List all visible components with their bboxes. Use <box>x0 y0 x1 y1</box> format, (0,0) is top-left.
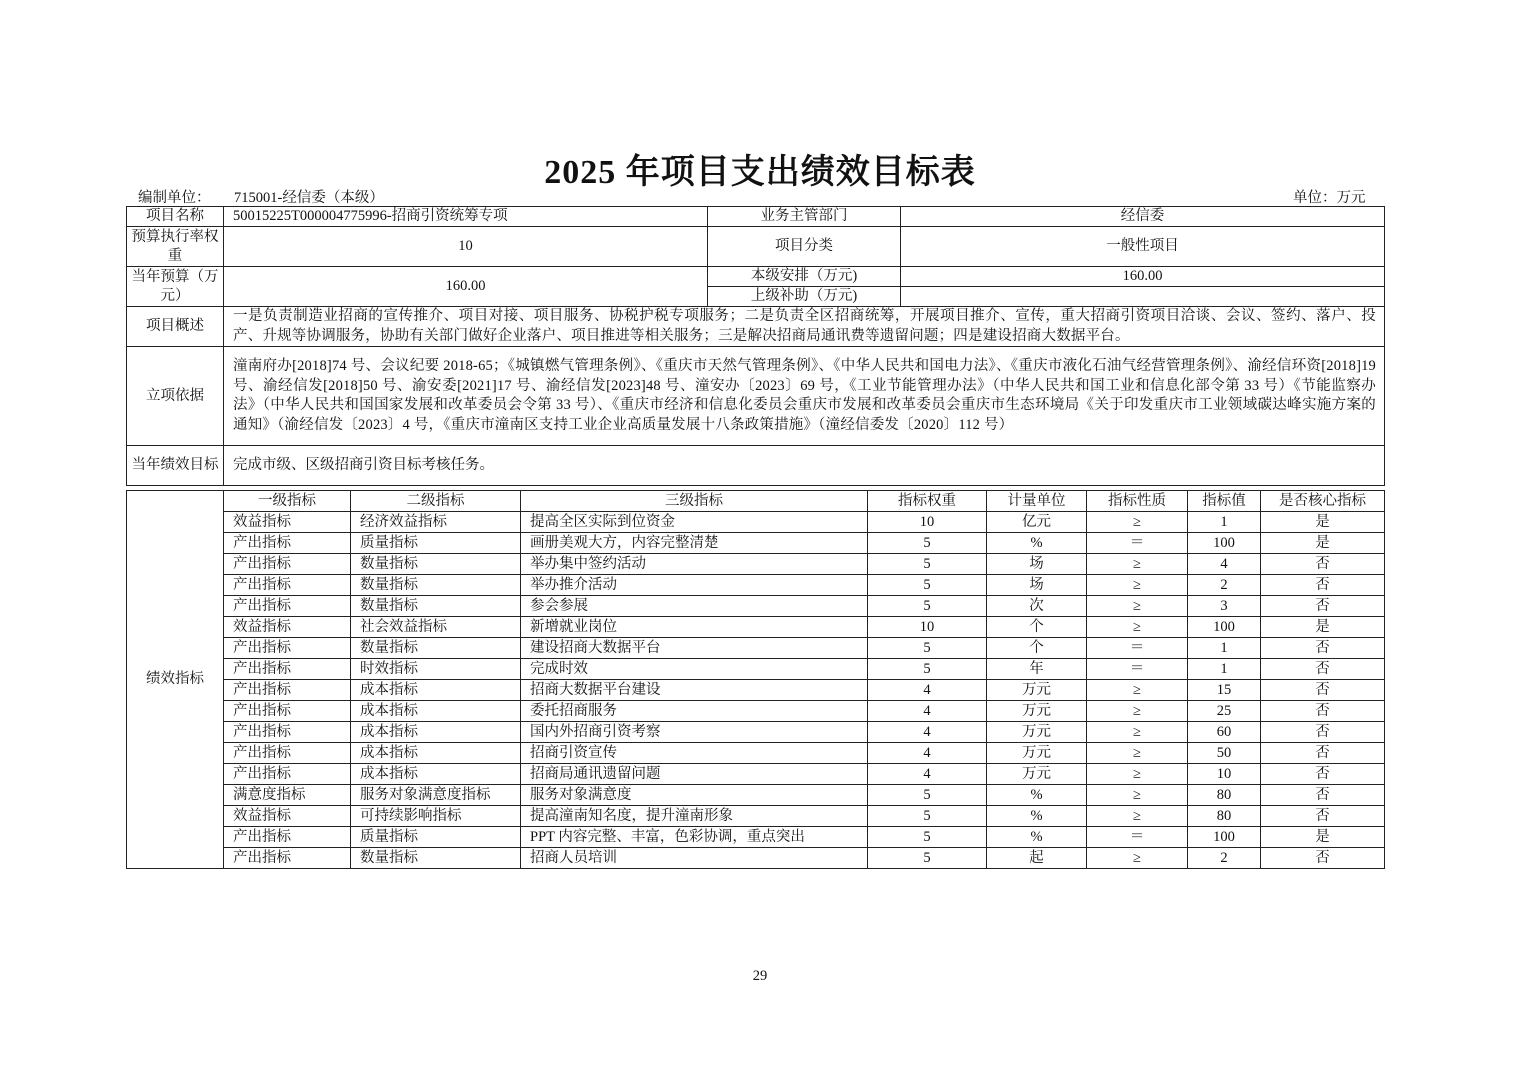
indicator-value: 1 <box>1188 659 1261 680</box>
indicator-core: 否 <box>1261 575 1385 596</box>
indicator-value: 1 <box>1188 638 1261 659</box>
weight-value: 10 <box>224 227 708 267</box>
indicator-level1: 产出指标 <box>224 533 351 554</box>
goal-label: 当年绩效目标 <box>127 446 224 486</box>
org-label: 编制单位： <box>138 190 211 206</box>
indicator-weight: 5 <box>868 554 987 575</box>
indicator-level3: 完成时效 <box>521 659 868 680</box>
goal-text: 完成市级、区级招商引资目标考核任务。 <box>224 446 1385 486</box>
indicator-level1: 效益指标 <box>224 512 351 533</box>
indicator-row <box>127 785 1385 806</box>
indicator-row <box>127 743 1385 764</box>
indicator-level3: 画册美观大方，内容完整清楚 <box>521 533 868 554</box>
org-line <box>138 186 384 207</box>
indicator-unit: 年 <box>987 659 1087 680</box>
indicator-level1: 产出指标 <box>224 827 351 848</box>
local-value: 160.00 <box>901 267 1385 287</box>
indicator-nature: ≥ <box>1087 617 1188 638</box>
indicator-nature: ≥ <box>1087 848 1188 869</box>
header-core: 是否核心指标 <box>1261 491 1385 512</box>
header-weight: 指标权重 <box>868 491 987 512</box>
indicator-unit: 万元 <box>987 764 1087 785</box>
local-label: 本级安排（万元) <box>708 267 901 287</box>
indicator-level1: 产出指标 <box>224 764 351 785</box>
indicator-level2: 可持续影响指标 <box>351 806 521 827</box>
budget-value: 160.00 <box>224 267 708 307</box>
indicator-unit: 个 <box>987 617 1087 638</box>
indicator-core: 否 <box>1261 806 1385 827</box>
indicator-core: 是 <box>1261 827 1385 848</box>
indicator-weight: 5 <box>868 659 987 680</box>
indicator-nature: ≥ <box>1087 575 1188 596</box>
indicator-unit: 万元 <box>987 722 1087 743</box>
basis-label: 立项依据 <box>127 347 224 446</box>
indicator-level1: 产出指标 <box>224 680 351 701</box>
indicator-row <box>127 659 1385 680</box>
indicator-weight: 5 <box>868 806 987 827</box>
indicator-level2: 成本指标 <box>351 680 521 701</box>
indicator-weight: 4 <box>868 743 987 764</box>
indicator-unit: 起 <box>987 848 1087 869</box>
indicator-row <box>127 575 1385 596</box>
indicator-weight: 5 <box>868 596 987 617</box>
indicator-level2: 成本指标 <box>351 722 521 743</box>
indicator-nature: ＝ <box>1087 827 1188 848</box>
indicator-level2: 数量指标 <box>351 848 521 869</box>
indicator-unit: % <box>987 806 1087 827</box>
indicator-level1: 产出指标 <box>224 722 351 743</box>
indicator-unit: % <box>987 533 1087 554</box>
indicator-nature: ≥ <box>1087 785 1188 806</box>
header-level3: 三级指标 <box>521 491 868 512</box>
indicator-core: 否 <box>1261 596 1385 617</box>
indicator-table <box>126 490 1385 869</box>
indicator-unit: 万元 <box>987 680 1087 701</box>
indicator-core: 否 <box>1261 785 1385 806</box>
indicator-weight: 10 <box>868 512 987 533</box>
indicator-level3: 委托招商服务 <box>521 701 868 722</box>
indicator-core: 否 <box>1261 743 1385 764</box>
basis-text: 潼南府办[2018]74 号、会议纪要 2018-65；《城镇燃气管理条例》、《重庆市天然气管理条例》、《中华人民共和国电力法》、《重庆市液化石油气经营管理条例》、渝经信环资[2018]19 号、渝经信发[2018]50 号、渝安委[2021]17 号、渝经信发[2023]48 号、潼安办〔2023〕69 号，《工业节能管理办法》（中华人民共和国工业和信息化部令第 33 号）《节能监察办法》（中华人民共和国国家发展和改革委员会令第 33 号）、《重庆市经济和信息化委员会重庆市发展和改革委员会重庆市生态环境局《关于印发重庆市工业领域碳达峰实施方案的通知》（渝经信发〔2023〕4 号，《重庆市潼南区支持工业企业高质量发展十八条政策措施》（潼经信委发〔2020〕112 号） <box>224 347 1385 446</box>
indicator-core: 是 <box>1261 617 1385 638</box>
indicator-value: 2 <box>1188 848 1261 869</box>
indicator-level3: 招商人员培训 <box>521 848 868 869</box>
indicator-level1: 产出指标 <box>224 596 351 617</box>
indicator-core: 否 <box>1261 848 1385 869</box>
indicator-value: 3 <box>1188 596 1261 617</box>
indicator-value: 80 <box>1188 806 1261 827</box>
indicator-unit: 万元 <box>987 743 1087 764</box>
header-value: 指标值 <box>1188 491 1261 512</box>
indicator-value: 100 <box>1188 617 1261 638</box>
indicator-row <box>127 596 1385 617</box>
indicator-nature: ≥ <box>1087 722 1188 743</box>
indicator-weight: 4 <box>868 701 987 722</box>
indicator-core: 否 <box>1261 680 1385 701</box>
indicator-core: 否 <box>1261 701 1385 722</box>
project-info-table <box>126 206 1385 486</box>
category-value: 一般性项目 <box>901 227 1385 267</box>
overview-text: 一是负责制造业招商的宣传推介、项目对接、项目服务、协税护税专项服务；二是负责全区招商统筹，开展项目推介、宣传，重大招商引资项目洽谈、会议、签约、落户、投产、升规等协调服务，协助有关部门做好企业落户、项目推进等相关服务；三是解决招商局通讯费等遗留问题；四是建设招商大数据平台。 <box>224 307 1385 347</box>
indicator-weight: 10 <box>868 617 987 638</box>
header-level2: 二级指标 <box>351 491 521 512</box>
indicator-nature: ＝ <box>1087 659 1188 680</box>
indicator-level1: 满意度指标 <box>224 785 351 806</box>
indicator-core: 否 <box>1261 659 1385 680</box>
indicator-row <box>127 533 1385 554</box>
indicator-level1: 产出指标 <box>224 659 351 680</box>
indicator-level2: 时效指标 <box>351 659 521 680</box>
indicator-level1: 产出指标 <box>224 848 351 869</box>
indicator-level1: 效益指标 <box>224 806 351 827</box>
indicator-unit: 个 <box>987 638 1087 659</box>
indicator-level3: 招商局通讯遗留问题 <box>521 764 868 785</box>
overview-label: 项目概述 <box>127 307 224 347</box>
indicator-level3: 建设招商大数据平台 <box>521 638 868 659</box>
indicator-level1: 产出指标 <box>224 638 351 659</box>
indicator-weight: 5 <box>868 533 987 554</box>
indicator-weight: 5 <box>868 638 987 659</box>
indicator-value: 100 <box>1188 827 1261 848</box>
indicator-level2: 质量指标 <box>351 533 521 554</box>
indicator-level3: PPT 内容完整、丰富，色彩协调，重点突出 <box>521 827 868 848</box>
indicator-row <box>127 554 1385 575</box>
indicator-nature: ≥ <box>1087 554 1188 575</box>
indicator-header-row <box>127 491 1385 512</box>
indicator-level2: 数量指标 <box>351 596 521 617</box>
org-value: 715001-经信委（本级） <box>234 190 384 206</box>
indicator-weight: 5 <box>868 827 987 848</box>
indicator-weight: 5 <box>868 848 987 869</box>
indicator-weight: 4 <box>868 680 987 701</box>
project-name-label: 项目名称 <box>127 207 224 227</box>
indicator-value: 25 <box>1188 701 1261 722</box>
indicator-core: 否 <box>1261 554 1385 575</box>
indicator-level2: 经济效益指标 <box>351 512 521 533</box>
indicator-level3: 提高全区实际到位资金 <box>521 512 868 533</box>
indicator-weight: 5 <box>868 575 987 596</box>
indicator-unit: 万元 <box>987 701 1087 722</box>
indicator-row <box>127 680 1385 701</box>
indicator-level3: 招商大数据平台建设 <box>521 680 868 701</box>
indicator-nature: ≥ <box>1087 806 1188 827</box>
indicator-level2: 成本指标 <box>351 701 521 722</box>
superior-value <box>901 287 1385 307</box>
dept-value: 经信委 <box>901 207 1385 227</box>
indicator-level3: 服务对象满意度 <box>521 785 868 806</box>
indicator-nature: ＝ <box>1087 533 1188 554</box>
indicator-weight: 5 <box>868 785 987 806</box>
indicator-core: 否 <box>1261 638 1385 659</box>
indicator-level1: 产出指标 <box>224 701 351 722</box>
header-level1: 一级指标 <box>224 491 351 512</box>
indicator-core: 否 <box>1261 764 1385 785</box>
indicator-level1: 产出指标 <box>224 743 351 764</box>
indicator-weight: 4 <box>868 764 987 785</box>
indicator-unit: 次 <box>987 596 1087 617</box>
indicator-nature: ≥ <box>1087 701 1188 722</box>
category-label: 项目分类 <box>708 227 901 267</box>
indicator-row <box>127 764 1385 785</box>
indicator-value: 100 <box>1188 533 1261 554</box>
indicator-unit: 亿元 <box>987 512 1087 533</box>
indicator-level2: 服务对象满意度指标 <box>351 785 521 806</box>
indicator-level2: 社会效益指标 <box>351 617 521 638</box>
indicator-row <box>127 512 1385 533</box>
header-unit: 计量单位 <box>987 491 1087 512</box>
indicator-row <box>127 638 1385 659</box>
indicator-unit: % <box>987 785 1087 806</box>
indicator-core: 是 <box>1261 512 1385 533</box>
superior-label: 上级补助（万元) <box>708 287 901 307</box>
indicator-level1: 产出指标 <box>224 575 351 596</box>
indicator-nature: ≥ <box>1087 680 1188 701</box>
indicator-level3: 举办推介活动 <box>521 575 868 596</box>
indicator-value: 10 <box>1188 764 1261 785</box>
indicator-level3: 提高潼南知名度，提升潼南形象 <box>521 806 868 827</box>
project-name: 50015225T000004775996-招商引资统筹专项 <box>224 207 708 227</box>
indicator-row <box>127 827 1385 848</box>
dept-label: 业务主管部门 <box>708 207 901 227</box>
indicator-level2: 数量指标 <box>351 575 521 596</box>
page-title: 2025 年项目支出绩效目标表 <box>544 154 976 191</box>
indicator-core: 否 <box>1261 722 1385 743</box>
indicator-level2: 质量指标 <box>351 827 521 848</box>
indicator-nature: ＝ <box>1087 638 1188 659</box>
indicator-value: 4 <box>1188 554 1261 575</box>
indicator-nature: ≥ <box>1087 743 1188 764</box>
indicator-row <box>127 701 1385 722</box>
indicator-level1: 产出指标 <box>224 554 351 575</box>
indicator-level3: 招商引资宣传 <box>521 743 868 764</box>
indicator-value: 50 <box>1188 743 1261 764</box>
indicator-unit: % <box>987 827 1087 848</box>
page-number: 29 <box>752 968 768 984</box>
indicator-level2: 成本指标 <box>351 764 521 785</box>
indicator-weight: 4 <box>868 722 987 743</box>
header-nature: 指标性质 <box>1087 491 1188 512</box>
indicators-label: 绩效指标 <box>127 491 224 869</box>
budget-label: 当年预算（万元） <box>127 267 224 307</box>
indicator-value: 60 <box>1188 722 1261 743</box>
indicator-level2: 数量指标 <box>351 554 521 575</box>
indicator-value: 1 <box>1188 512 1261 533</box>
indicator-level1: 效益指标 <box>224 617 351 638</box>
indicator-level3: 新增就业岗位 <box>521 617 868 638</box>
indicator-unit: 场 <box>987 554 1087 575</box>
unit-label: 单位：万元 <box>1293 190 1366 206</box>
indicator-core: 是 <box>1261 533 1385 554</box>
indicator-level3: 参会参展 <box>521 596 868 617</box>
indicator-row <box>127 722 1385 743</box>
indicator-level2: 成本指标 <box>351 743 521 764</box>
indicator-value: 2 <box>1188 575 1261 596</box>
weight-label: 预算执行率权重 <box>127 227 224 267</box>
indicator-row <box>127 617 1385 638</box>
indicator-value: 15 <box>1188 680 1261 701</box>
indicator-nature: ≥ <box>1087 512 1188 533</box>
indicator-nature: ≥ <box>1087 764 1188 785</box>
indicator-level3: 举办集中签约活动 <box>521 554 868 575</box>
indicator-row <box>127 848 1385 869</box>
indicator-value: 80 <box>1188 785 1261 806</box>
indicator-nature: ≥ <box>1087 596 1188 617</box>
indicator-unit: 场 <box>987 575 1087 596</box>
indicator-row <box>127 806 1385 827</box>
indicator-level3: 国内外招商引资考察 <box>521 722 868 743</box>
indicator-level2: 数量指标 <box>351 638 521 659</box>
